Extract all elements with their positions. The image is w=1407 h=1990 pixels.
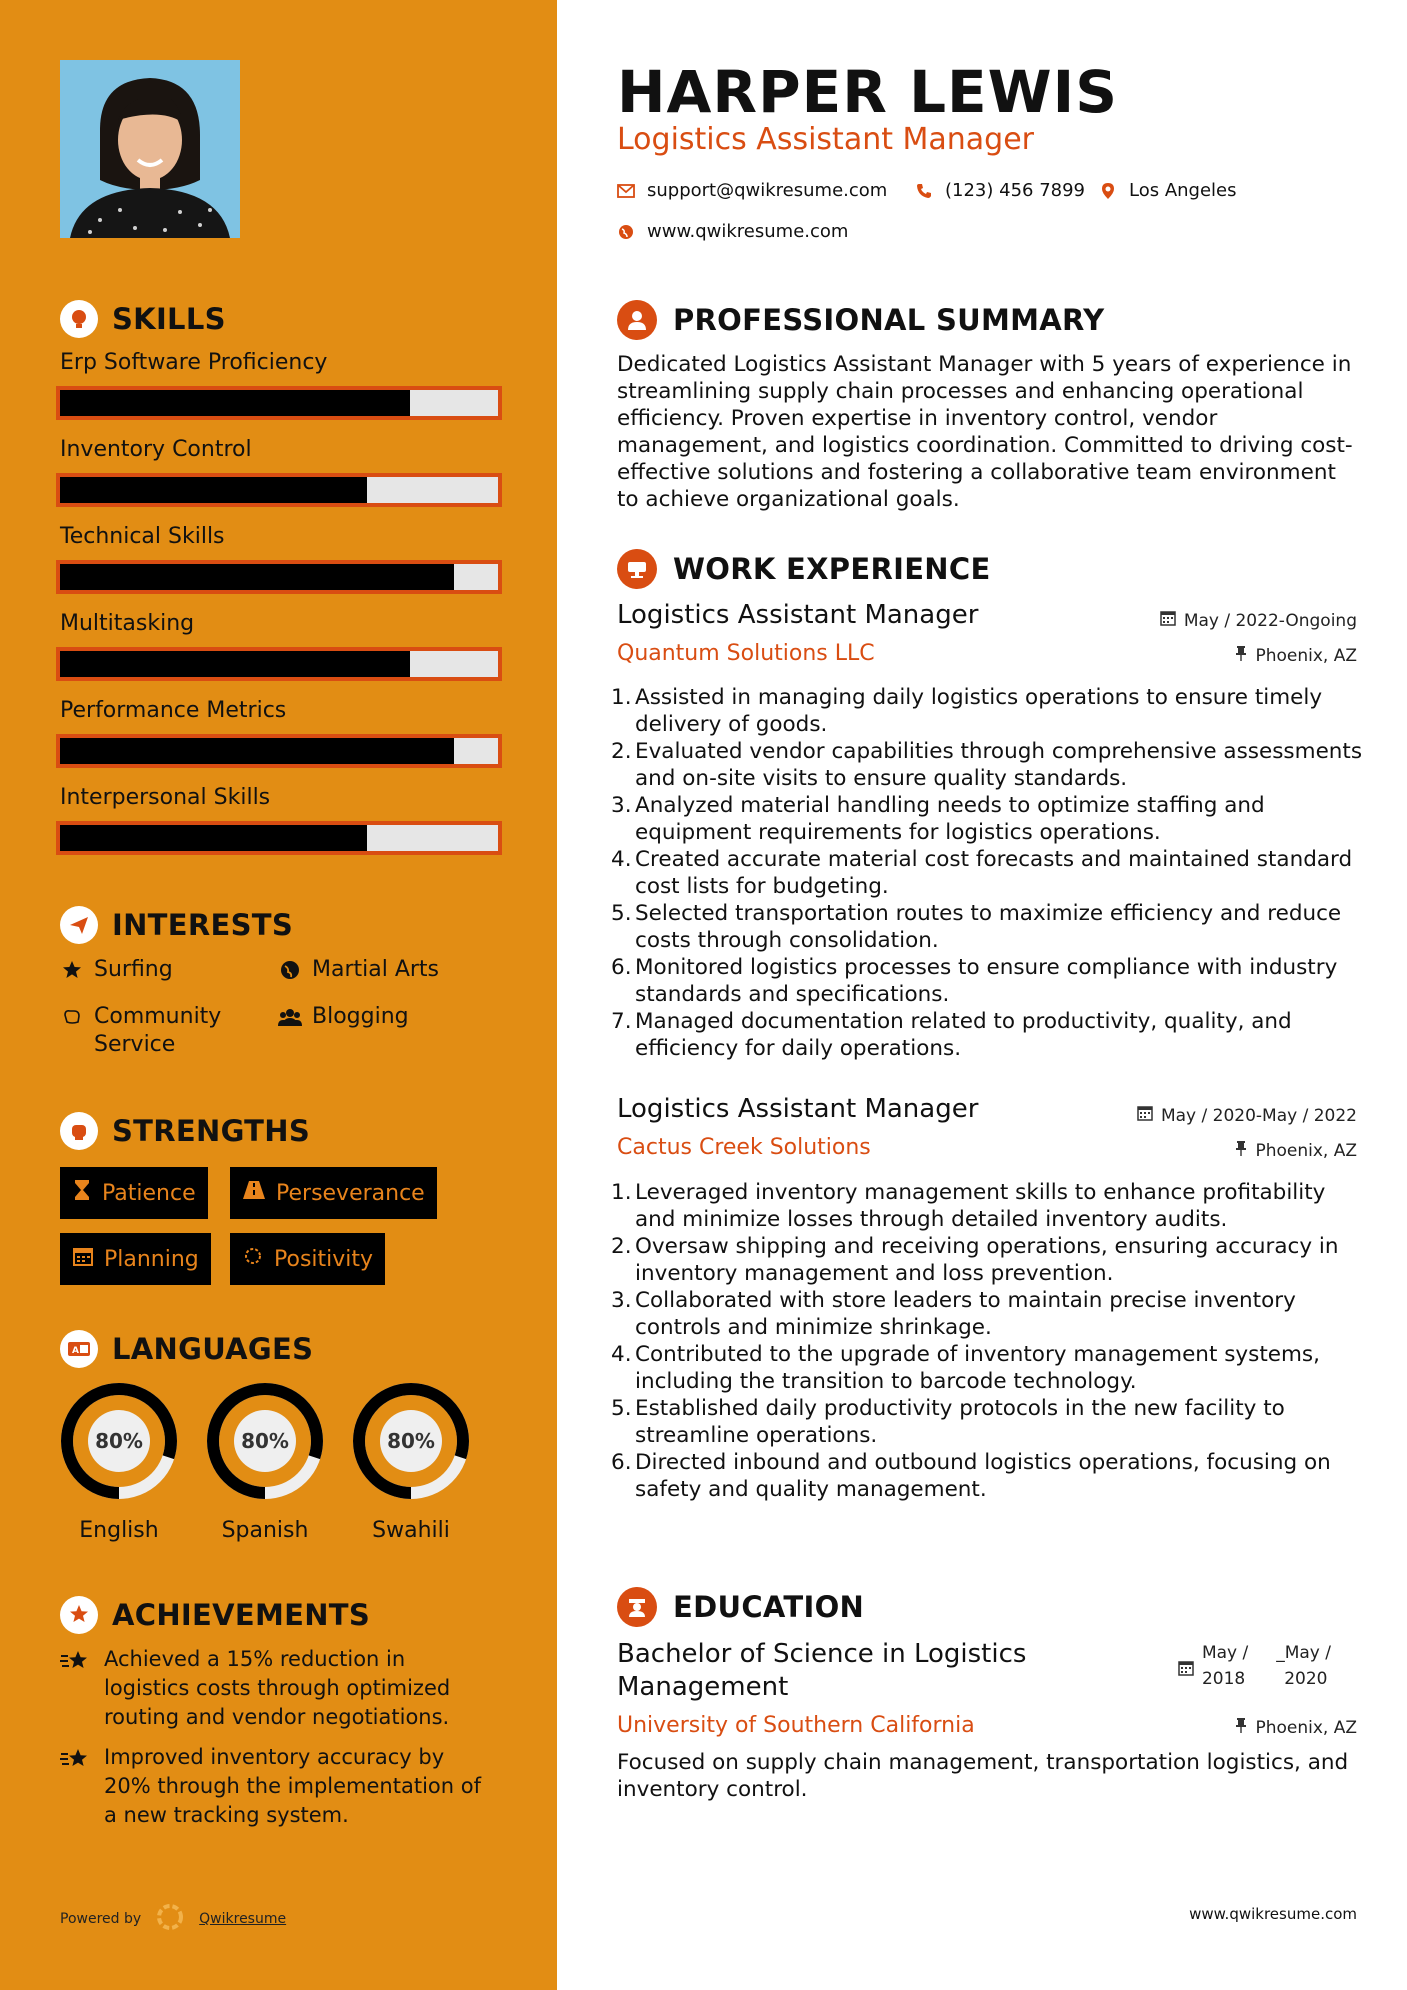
list-item: Leveraged inventory management skills to enhance profitability and minimize losses through detailed inventory audits. — [635, 1180, 1326, 1232]
main-content — [557, 0, 1407, 1990]
calendar-icon — [1178, 1640, 1194, 1684]
list-item: Assisted in managing daily logistics operations to ensure timely delivery of goods. — [635, 685, 1323, 737]
languages-title: LANGUAGES — [112, 1332, 314, 1366]
languages-heading — [60, 1330, 313, 1368]
summary-title: PROFESSIONAL SUMMARY — [673, 303, 1105, 337]
education-location-text: Phoenix, AZ — [1255, 1717, 1357, 1738]
skill-name: Technical Skills — [60, 524, 225, 549]
skill-progress-fill — [60, 477, 367, 503]
skill-progress-fill — [60, 390, 410, 416]
job-responsibilities — [617, 1179, 1365, 1503]
phone-icon — [915, 182, 933, 200]
achievement-text: Achieved a 15% reduction in logistics costs through optimized routing and vendor negotiations. — [104, 1647, 451, 1729]
skill-progress-bar — [56, 821, 502, 855]
job-dates-text: May / 2022-Ongoing — [1183, 610, 1357, 631]
hourglass-icon — [72, 1179, 92, 1207]
interest-label: Martial Arts — [312, 957, 440, 982]
job-location-text: Phoenix, AZ — [1255, 1140, 1357, 1161]
degree-line: Management — [617, 1672, 789, 1702]
powered-by — [60, 1902, 286, 1936]
fist-icon — [60, 1112, 98, 1150]
achievements-heading — [60, 1596, 370, 1634]
star-burst-icon — [60, 1645, 94, 1732]
job-company: Quantum Solutions LLC — [617, 641, 875, 666]
skill-name: Interpersonal Skills — [60, 785, 271, 810]
job-location-text: Phoenix, AZ — [1255, 645, 1357, 666]
sun-icon — [242, 1245, 264, 1273]
trophy-star-icon — [60, 1596, 98, 1634]
education-description: Focused on supply chain management, transportation logistics, and inventory control. — [617, 1750, 1349, 1802]
qwikresume-logo-icon — [155, 1902, 185, 1936]
calendar-icon — [72, 1245, 94, 1273]
list-item: Established daily productivity protocols in the new facility to streamline operations. — [635, 1396, 1285, 1448]
map-pin-icon — [1099, 182, 1117, 200]
education-title: EDUCATION — [673, 1590, 865, 1624]
job-title: Logistics Assistant Manager — [617, 600, 979, 630]
language-name: English — [79, 1518, 159, 1543]
skill-name: Performance Metrics — [60, 698, 287, 723]
interest-item — [278, 1003, 409, 1031]
strength-badge — [60, 1167, 208, 1219]
skill-progress-bar — [56, 473, 502, 507]
list-item: Directed inbound and outbound logistics operations, focusing on safety and quality management. — [635, 1450, 1331, 1502]
language-name: Spanish — [221, 1518, 309, 1543]
strength-label: Perseverance — [276, 1180, 425, 1206]
paper-plane-icon — [60, 906, 98, 944]
briefcase-icon — [617, 549, 657, 589]
pushpin-icon — [1235, 1140, 1247, 1161]
strength-badge — [60, 1233, 211, 1285]
interest-item — [278, 956, 439, 984]
education-heading — [617, 1587, 864, 1627]
list-item: Analyzed material handling needs to optimize staffing and equipment requirements for logistics operations. — [635, 793, 1265, 845]
date-part: 2020 — [1284, 1669, 1328, 1689]
language-percent: 80% — [234, 1410, 296, 1472]
job-location — [1235, 645, 1357, 666]
svg-text:A: A — [72, 1346, 79, 1356]
contact-email[interactable] — [617, 180, 887, 201]
globe-icon — [278, 956, 302, 984]
education-start — [1202, 1640, 1248, 1692]
language-icon — [60, 1330, 98, 1368]
achievement-item — [60, 1645, 490, 1732]
candidate-role: Logistics Assistant Manager — [617, 122, 1035, 157]
sidebar — [0, 0, 557, 1990]
user-icon — [617, 300, 657, 340]
interest-label: Blogging — [312, 1004, 409, 1029]
list-item: Evaluated vendor capabilities through comprehensive assessments and on-site visits to ensure quality standards. — [635, 739, 1363, 791]
skill-name: Erp Software Proficiency — [60, 350, 328, 375]
interest-label: Community Service — [94, 1004, 222, 1057]
language-item — [204, 1380, 326, 1543]
interest-item — [60, 1003, 260, 1059]
lightbulb-icon — [60, 300, 98, 338]
language-item — [350, 1380, 472, 1543]
interests-heading — [60, 906, 293, 944]
job-responsibilities — [617, 684, 1365, 1062]
skills-heading — [60, 300, 226, 338]
job-company: Cactus Creek Solutions — [617, 1135, 871, 1160]
skill-progress-bar — [56, 647, 502, 681]
degree-line: Bachelor of Science in Logistics — [617, 1639, 1027, 1669]
skills-title: SKILLS — [112, 302, 226, 336]
achievement-text: Improved inventory accuracy by 20% through the implementation of a new tracking system. — [104, 1745, 481, 1827]
hand-icon — [60, 1003, 84, 1031]
brand-link[interactable]: Qwikresume — [199, 1911, 287, 1927]
strength-label: Patience — [102, 1180, 196, 1206]
skill-progress-bar — [56, 386, 502, 420]
interest-label: Surfing — [94, 957, 173, 982]
strength-badge — [230, 1233, 385, 1285]
language-name: Swahili — [372, 1518, 450, 1543]
experience-heading — [617, 549, 991, 589]
date-part: 2018 — [1201, 1669, 1246, 1689]
education-dates — [1178, 1640, 1331, 1692]
experience-title: WORK EXPERIENCE — [673, 552, 991, 586]
skill-progress-bar — [56, 734, 502, 768]
summary-heading — [617, 300, 1104, 340]
website-text: www.qwikresume.com — [647, 221, 849, 242]
globe-icon — [617, 223, 635, 241]
strength-label: Positivity — [274, 1246, 374, 1272]
skill-progress-fill — [60, 564, 454, 590]
list-item: Oversaw shipping and receiving operations, ensuring accuracy in inventory management and loss prevention. — [635, 1234, 1339, 1286]
email-text: support@qwikresume.com — [647, 180, 888, 201]
interest-item — [60, 956, 173, 984]
footer-url[interactable]: www.qwikresume.com — [1189, 1905, 1357, 1923]
profile-photo — [60, 60, 240, 238]
education-end — [1276, 1640, 1331, 1692]
contact-website[interactable] — [617, 221, 848, 242]
calendar-icon — [1137, 1105, 1153, 1126]
star-burst-icon — [60, 1743, 94, 1830]
skill-progress-bar — [56, 560, 502, 594]
language-percent: 80% — [88, 1410, 150, 1472]
contact-location — [1099, 180, 1237, 201]
list-item: Contributed to the upgrade of inventory management systems, including the transition to barcode technology. — [635, 1342, 1320, 1394]
strengths-heading — [60, 1112, 310, 1150]
date-part: May / — [1201, 1643, 1249, 1663]
interests-title: INTERESTS — [112, 908, 294, 942]
road-icon — [242, 1180, 266, 1206]
job-dates-text: May / 2020-May / 2022 — [1160, 1105, 1357, 1126]
calendar-icon — [1160, 610, 1176, 631]
job-dates — [1160, 610, 1357, 631]
job-title: Logistics Assistant Manager — [617, 1094, 979, 1124]
envelope-icon — [617, 182, 635, 200]
phone-text: (123) 456 7899 — [945, 180, 1086, 201]
list-item: Managed documentation related to productivity, quality, and efficiency for daily operations. — [635, 1009, 1292, 1061]
location-text: Los Angeles — [1129, 180, 1237, 201]
strength-label: Planning — [104, 1246, 199, 1272]
list-item: Selected transportation routes to maximize efficiency and reduce costs through consolidation. — [635, 901, 1342, 953]
candidate-name: HARPER LEWIS — [617, 58, 1118, 126]
strength-badge — [230, 1167, 437, 1219]
list-item: Collaborated with store leaders to maintain precise inventory controls and minimize shrinkage. — [635, 1288, 1296, 1340]
job-dates — [1137, 1105, 1357, 1126]
language-percent: 80% — [380, 1410, 442, 1472]
job-location — [1235, 1140, 1357, 1161]
powered-by-label: Powered by — [60, 1911, 142, 1927]
star-icon — [60, 956, 84, 984]
pushpin-icon — [1235, 645, 1247, 666]
degree-title — [617, 1638, 1026, 1704]
skill-progress-fill — [60, 738, 454, 764]
summary-text: Dedicated Logistics Assistant Manager with 5 years of experience in streamlining supply chain processes and enhancing operational efficiency. Proven expertise in inventory control, vendor management, and logistics coordination. Committed to driving cost-effective solutions and fostering a collaborative team environment to achieve organizational goals. — [617, 352, 1353, 512]
education-location — [1235, 1717, 1357, 1738]
pushpin-icon — [1235, 1717, 1247, 1738]
school-name: University of Southern California — [617, 1713, 975, 1738]
achievement-item — [60, 1743, 490, 1830]
strengths-title: STRENGTHS — [112, 1114, 311, 1148]
language-item — [58, 1380, 180, 1543]
skill-progress-fill — [60, 825, 367, 851]
contact-phone[interactable] — [915, 180, 1085, 201]
date-part: _May / — [1276, 1643, 1331, 1663]
skill-name: Multitasking — [60, 611, 195, 636]
skill-progress-fill — [60, 651, 410, 677]
achievements-title: ACHIEVEMENTS — [112, 1598, 371, 1632]
list-item: Monitored logistics processes to ensure compliance with industry standards and specifications. — [635, 955, 1338, 1007]
users-icon — [278, 1003, 302, 1031]
skill-name: Inventory Control — [60, 437, 252, 462]
list-item: Created accurate material cost forecasts and maintained standard cost lists for budgeting. — [635, 847, 1353, 899]
graduate-icon — [617, 1587, 657, 1627]
